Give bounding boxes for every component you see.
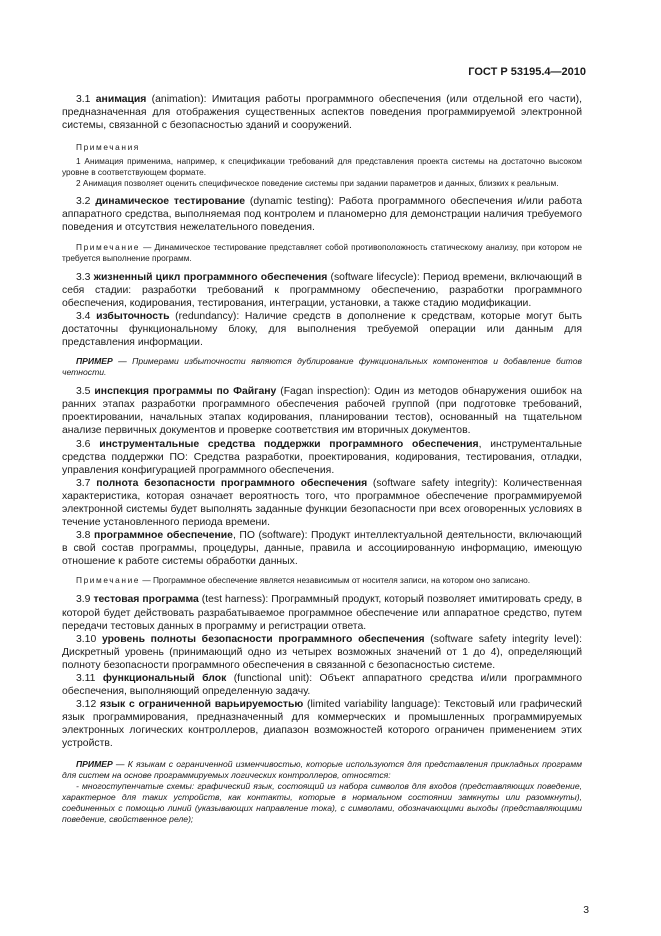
term-name: функциональный блок xyxy=(102,673,227,684)
term-3-4 xyxy=(62,310,582,349)
note-2: 2 Анимация позволяет оценить специфическое поведение системы при задании параметров и данных, близких к реальным. xyxy=(76,178,559,189)
notes-heading xyxy=(62,142,582,153)
note-text: — Динамическое тестирование представляет собой противоположность статическому анализу, при котором не требуется выполнение программ. xyxy=(62,241,582,263)
term-name: избыточность xyxy=(96,310,170,322)
clause-number: 3.10 xyxy=(76,633,102,645)
clause-number: 3.9 xyxy=(76,594,94,606)
note-3-8 xyxy=(62,575,582,586)
document-id: ГОСТ Р 53195.4—2010 xyxy=(468,66,586,78)
term-3-5 xyxy=(62,385,582,437)
term-definition: (dynamic testing): Работа программного обеспечения и/или работа аппаратного средства, выполняемая под контролем и планомерно для демонстрации наличия требуемого поведения и отсутствия нежелательного поведения. xyxy=(62,196,582,234)
clause-number: 3.11 xyxy=(76,673,103,684)
clause-number: 3.3 xyxy=(76,271,94,283)
term-definition: (software safety integrity): Количественная характеристика, которая означает вероятность того, что программное обеспечение программируемой электронной системы будет выполнять заданные функции безопасности при всех оговоренных условиях в течение установленного периода времени. xyxy=(62,477,582,529)
term-name: анимация xyxy=(95,94,147,105)
term-3-1 xyxy=(62,93,582,132)
term-name: уровень полноты безопасности программного обеспечения xyxy=(101,633,425,645)
term-name: тестовая программа xyxy=(93,594,199,606)
term-name: динамическое тестирование xyxy=(95,196,246,208)
term-3-12 xyxy=(62,698,582,750)
term-name: жизненный цикл программного обеспечения xyxy=(93,271,328,283)
term-name: программное обеспечение xyxy=(93,530,233,542)
term-definition: (test harness): Программный продукт, который позволяет имитировать среду, в которой будет действовать разрабатываемое программное обеспечение или аппаратное средство, путем передачи тестовых данных в программу и регистрации ответа. xyxy=(62,594,582,632)
term-definition: (software lifecycle): Период времени, включающий в себя стадии: разработки требований к программному обеспечению, разработки программного обеспечения, кодирования, тестирования, интеграции, установки, а также стадию модификации. xyxy=(62,271,582,309)
page-body xyxy=(62,93,582,825)
term-definition: (redundancy): Наличие средств в дополнение к средствам, которые могут быть достаточны функциональному блоку, для выполнения требуемой операции или данным для представления информации. xyxy=(62,310,583,349)
term-3-8 xyxy=(62,529,582,568)
example-3-12 xyxy=(62,759,582,781)
term-3-2 xyxy=(62,195,582,234)
clause-number: 3.4 xyxy=(76,310,97,322)
term-definition: (limited variability language): Текстовый или графический язык программирования, предназначенный для коммерческих и промышленных программируемых электронных логических контроллеров, диапазон возможностей которого ограничен применением этих устройств. xyxy=(62,699,582,750)
term-definition: (functional unit): Объект аппаратного средства и/или программного обеспечения, выполняющий определенную задачу. xyxy=(62,673,582,698)
page-number: 3 xyxy=(583,905,589,916)
note-text: — Программное обеспечение является независимым от носителя записи, на котором оно записано. xyxy=(140,575,531,586)
term-name: язык с ограниченной варьируемостью xyxy=(99,699,304,711)
note-label: Примечание xyxy=(76,241,141,252)
example-3-4 xyxy=(62,356,582,378)
example-label: ПРИМЕР xyxy=(76,758,113,769)
note-3-2 xyxy=(62,242,582,264)
clause-number: 3.2 xyxy=(76,196,96,208)
example-list-item: - многоступенчатые схемы: графический язык, состоящий из набора символов для входов (представляющих поведение, характерное для таких устройств, как контакты, которые в нормальном состоянии замкнуты или разомкнуты), соединенных с помощью линий (указывающих направление тока), с символами, обозначающими выходы (представляющими поведение, свойственное реле); xyxy=(62,780,582,824)
note-1: 1 Анимация применима, например, к спецификации требований для представления проекта системы на достаточно высоком уровне в соответствующем формате. xyxy=(62,156,582,178)
clause-number: 3.6 xyxy=(76,438,100,450)
example-text: — Примерами избыточности являются дублирование функциональных компонентов и добавление битов четности. xyxy=(62,356,582,378)
term-name: инструментальные средства поддержки программного обеспечения xyxy=(99,438,479,450)
term-definition: (software safety integrity level): Дискретный уровень (принимающий одно из четырех возможных значений от 1 до 4), определяющий полноту безопасности программного обеспечения в связанной с безопасностью системе. xyxy=(62,633,582,671)
clause-number: 3.7 xyxy=(76,477,97,489)
term-name: полнота безопасности программного обеспечения xyxy=(96,477,368,489)
term-definition: , инструментальные средства поддержки ПО: Средства разработки, проектирования, кодирования, тестирования, отладки, управления конфигурацией программного обеспечения. xyxy=(62,438,582,476)
clause-number: 3.8 xyxy=(76,530,94,542)
example-text: — К языкам с ограниченной изменчивостью, которые используются для представления прикладных программ для систем на основе программируемых логических контроллеров, относятся: xyxy=(62,758,582,780)
example-label: ПРИМЕР xyxy=(76,356,113,367)
term-definition: , ПО (software): Продукт интеллектуальной деятельности, включающий в свой состав программы, процедуры, данные, правила и ассоциированную информацию, имеющую отношение к работе системы обработки данных. xyxy=(62,530,582,568)
term-3-6 xyxy=(62,438,582,477)
term-3-3 xyxy=(62,271,582,310)
term-definition: (Fagan inspection): Один из методов обнаружения ошибок на ранних этапах разработки программного обеспечения рабочей группой (при подготовке требований, проектировании, начальных этапах кодирования, планировании тестов), основанный на тщательном анализе первичных документов и проверке соответствия им вторичных документов. xyxy=(62,386,582,437)
term-definition: (animation): Имитация работы программного обеспечения (или отдельной его части), предназначенная для отображения существенных аспектов поведения программируемой электронной системы, связанной с безопасностью зданий и сооружений. xyxy=(62,94,582,132)
term-3-9 xyxy=(62,593,582,632)
clause-number: 3.12 xyxy=(76,699,100,711)
term-3-10 xyxy=(62,633,582,672)
notes-heading-text: Примечания xyxy=(76,142,140,153)
clause-number: 3.5 xyxy=(76,386,95,398)
term-3-11 xyxy=(62,672,582,698)
term-name: инспекция программы по Файгану xyxy=(94,386,277,398)
note-label: Примечание xyxy=(76,575,141,586)
clause-number: 3.1 xyxy=(76,94,96,105)
term-3-7 xyxy=(62,477,582,529)
